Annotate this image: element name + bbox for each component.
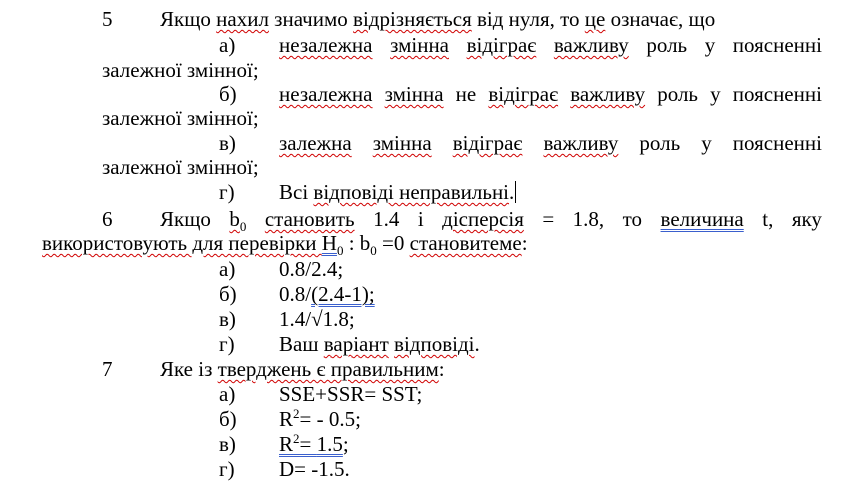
word: змінна xyxy=(384,82,444,106)
word: змінна xyxy=(390,33,449,57)
word: важливу xyxy=(570,82,646,106)
word xyxy=(229,207,247,235)
word: t, xyxy=(762,207,774,231)
question-6-number: 6 xyxy=(102,207,113,231)
q7-option-a-text: SSE+SSR= SST; xyxy=(279,382,423,406)
text-part: ; xyxy=(342,432,349,456)
word: = xyxy=(542,207,555,231)
q5-text-part: Якщо xyxy=(160,7,217,31)
q7-option-d-letter: г) xyxy=(219,457,235,481)
q5-option-b-continuation: залежної змінної; xyxy=(102,106,259,130)
q5-text-part: нахил xyxy=(216,7,269,31)
word: становить xyxy=(264,207,355,231)
word: залежна xyxy=(279,131,352,155)
word: важливу xyxy=(553,33,629,57)
text-part: становитеме xyxy=(409,231,522,255)
text-part: тверджень є правильним xyxy=(217,357,439,381)
q7-option-b-letter: б) xyxy=(219,407,237,431)
text-main: R xyxy=(279,407,294,431)
q6-option-b-text xyxy=(279,282,375,306)
q6-option-c-letter: в) xyxy=(219,307,236,331)
text-part: : b xyxy=(343,231,371,255)
word: у xyxy=(701,131,712,155)
word: то xyxy=(622,207,643,231)
text-main: R xyxy=(279,432,294,456)
q7-option-c-text xyxy=(279,432,349,456)
q7-option-d-text: D= -1.5. xyxy=(279,457,350,481)
word: у xyxy=(704,33,716,57)
text-part: 0.8/ xyxy=(279,282,312,306)
q6-option-a-letter: а) xyxy=(219,257,236,281)
q5-option-d-letter: г) xyxy=(219,180,235,204)
word: і xyxy=(417,207,424,231)
q5-text-part: від нуля, то xyxy=(471,7,585,31)
text-cursor xyxy=(515,181,516,203)
word: у xyxy=(710,82,721,106)
text-part: відповіді xyxy=(394,332,475,356)
subscript: 0 xyxy=(370,243,377,259)
text-part: відповіді неправильні xyxy=(313,180,510,204)
q6-option-b-letter: б) xyxy=(219,282,237,306)
question-5-number: 5 xyxy=(102,7,113,31)
text-part: (2.4-1); xyxy=(311,282,375,306)
q5-option-b-letter: б) xyxy=(219,82,237,106)
word: незалежна xyxy=(279,82,373,106)
q6-option-c-text: 1.4/√1.8; xyxy=(279,307,355,331)
word: відіграє xyxy=(452,131,523,155)
text-main: H xyxy=(321,231,337,255)
word: незалежна xyxy=(279,33,373,57)
text-part xyxy=(321,231,344,259)
q5-text-part: відрізняється xyxy=(353,7,472,31)
word: роль xyxy=(657,82,698,106)
q5-option-a-letter: а) xyxy=(219,33,236,57)
word: поясненні xyxy=(732,131,822,155)
text-part: . xyxy=(474,332,480,356)
word: не xyxy=(455,82,477,106)
q7-option-a-letter: а) xyxy=(219,382,236,406)
text-part: . xyxy=(509,180,515,204)
question-7-number: 7 xyxy=(102,357,113,381)
word: роль xyxy=(646,33,688,57)
word: поясненні xyxy=(732,82,822,106)
q5-option-b-text xyxy=(279,82,822,106)
word-main: b xyxy=(229,207,240,231)
superscript: 2 xyxy=(293,431,300,446)
q5-text-part: це xyxy=(584,7,606,31)
text-part: =0 xyxy=(376,231,410,255)
text-part: = - 0.5; xyxy=(299,407,361,431)
word: відіграє xyxy=(488,82,559,106)
text-part: Ваш xyxy=(279,332,324,356)
question-5-text xyxy=(160,7,715,31)
word: змінна xyxy=(372,131,432,155)
word: 1.8, xyxy=(572,207,605,231)
word: відіграє xyxy=(466,33,537,57)
q7-option-b-text xyxy=(279,407,361,431)
word: 1.4 xyxy=(373,207,400,231)
question-6-text-line-2 xyxy=(42,231,528,259)
word: роль xyxy=(639,131,681,155)
q5-option-a-text xyxy=(279,33,822,57)
superscript: 2 xyxy=(293,406,300,421)
text-part: Всі xyxy=(279,180,314,204)
q6-option-d-text xyxy=(279,332,480,356)
q6-option-d-letter: г) xyxy=(219,332,235,356)
text-part xyxy=(279,432,343,456)
word: величина xyxy=(660,207,744,231)
q5-text-part: значимо xyxy=(268,7,354,31)
word: важливу xyxy=(543,131,619,155)
q5-option-d-text xyxy=(279,180,516,204)
q7-option-c-letter: в) xyxy=(219,432,236,456)
text-part: : xyxy=(438,357,445,381)
q5-option-a-continuation: залежної змінної; xyxy=(102,58,259,82)
text-part: використовують для перевірки xyxy=(42,231,322,255)
subscript: 0 xyxy=(239,219,247,235)
word: яку xyxy=(791,207,822,231)
text-part: варіант xyxy=(323,332,389,356)
text-part: 1.5 xyxy=(316,432,343,456)
text-part: = xyxy=(299,432,317,456)
q5-option-c-text xyxy=(279,131,822,155)
subscript: 0 xyxy=(336,243,344,259)
question-7-text xyxy=(160,357,445,381)
q5-option-c-continuation: залежної змінної; xyxy=(102,155,259,179)
q5-text-part: означає, що xyxy=(605,7,716,31)
q5-option-c-letter: в) xyxy=(219,131,236,155)
question-6-text xyxy=(160,207,822,235)
word: поясненні xyxy=(732,33,822,57)
text-part: : xyxy=(521,231,528,255)
word: Якщо xyxy=(160,207,211,231)
text-part: Яке із xyxy=(160,357,218,381)
word: дісперсія xyxy=(442,207,524,231)
q6-option-a-text: 0.8/2.4; xyxy=(279,257,344,281)
